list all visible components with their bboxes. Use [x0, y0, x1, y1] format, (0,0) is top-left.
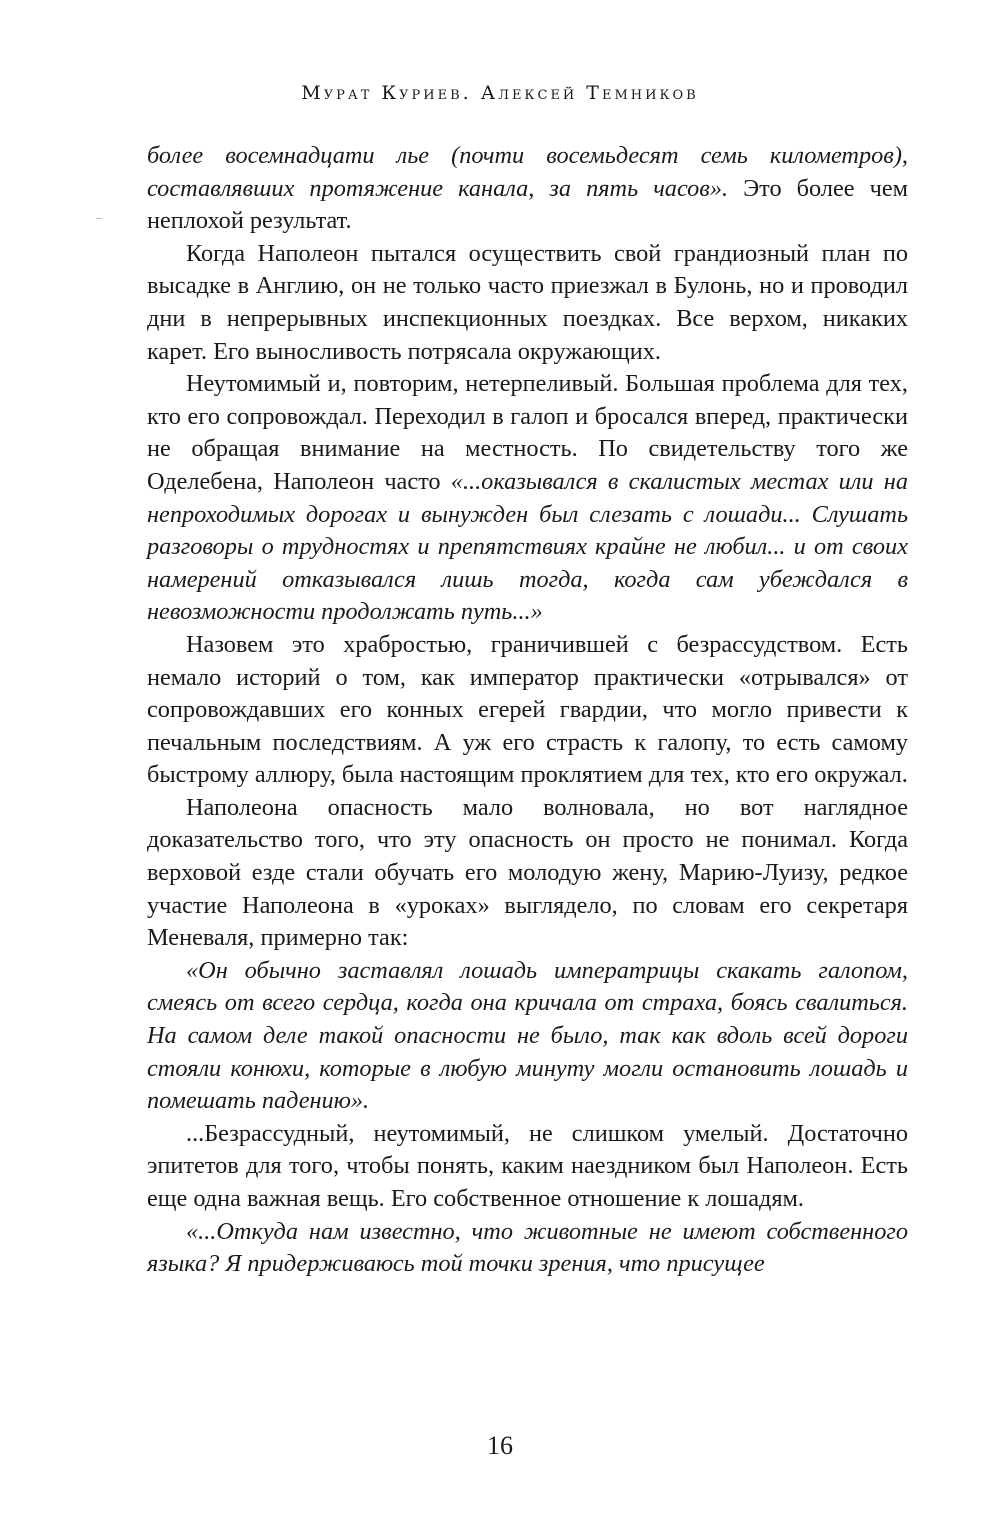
- paragraph: [147, 955, 908, 1118]
- body-text-run: Когда Наполеон пытался осуществить свой грандиозный план по высадке в Англию, он не только часто приезжал в Булонь, но и проводил дни в непрерывных инспекционных поездках. Все верхом, никаких карет. Его выносливость потрясала окружающих.: [147, 239, 908, 365]
- paragraph: [147, 368, 908, 629]
- body-text-run: Назовем это храбростью, граничившей с безрассудством. Есть немало историй о том, как император практически «отрывался» от сопровождавших его конных егерей гвардии, что могло привести к печальным последствиям. А уж его страсть к галопу, то есть самому быстрому аллюру, была настоящим проклятием для тех, кто его окружал.: [147, 630, 908, 789]
- paragraph: [147, 1216, 908, 1281]
- paragraph: [147, 238, 908, 368]
- body-text-run: ...Безрассудный, неутомимый, не слишком умелый. Достаточно эпитетов для того, чтобы понять, каким наездником был Наполеон. Есть еще одна важная вещь. Его собственное отношение к лошадям.: [147, 1119, 908, 1212]
- body-text-run: Неутомимый и, повторим, нетерпеливый. Большая проблема для тех, кто его сопровождал. Переходил в галоп и бросался вперед, практически не обращая внимание на местность. По свидетельству того же Оделебена, Наполеон часто: [147, 370, 908, 495]
- italic-quote-text: «...Откуда нам известно, что животные не имеют собственного языка? Я придерживаюсь той точки зрения, что присущее: [147, 1217, 908, 1278]
- italic-quote-text: более восемнадцати лье (почти восемьдесят семь километров), составлявших протяжение канала, за пять часов».: [147, 142, 908, 202]
- body-text-run: Наполеона опасность мало волновала, но вот наглядное доказательство того, что эту опасность он просто не понимал. Когда верховой езде стали обучать его молодую жену, Марию-Луизу, редкое участие Наполеона в «уроках» выглядело, по словам его секретаря Меневаля, примерно так:: [147, 793, 908, 952]
- italic-quote-text: «Он обычно заставлял лошадь императрицы скакать галопом, смеясь от всего сердца, когда она кричала от страха, боясь свалиться. На самом деле такой опасности не было, так как вдоль всей дороги стояли конюхи, которые в любую минуту могли остановить лошадь и помешать падению».: [147, 956, 908, 1115]
- body-text: [147, 140, 908, 1281]
- paragraph: [147, 140, 908, 238]
- body-text-run: Это более чем неплохой результат.: [147, 174, 908, 235]
- paragraph: [147, 1118, 908, 1216]
- page-number: 16: [487, 1431, 513, 1460]
- running-header: Мурат Куриев. Алексей Темников: [301, 82, 699, 104]
- scan-mark: [96, 218, 102, 219]
- paragraph: [147, 792, 908, 955]
- paragraph: [147, 629, 908, 792]
- italic-quote-text: «...оказывался в скалистых местах или на непроходимых дорогах и вынужден был слезать с лошади... Слушать разговоры о трудностях и препятствиях крайне не любил... и от своих намерений отказывался лишь тогда, когда сам убеждался в невозможности продолжать путь...»: [147, 467, 908, 626]
